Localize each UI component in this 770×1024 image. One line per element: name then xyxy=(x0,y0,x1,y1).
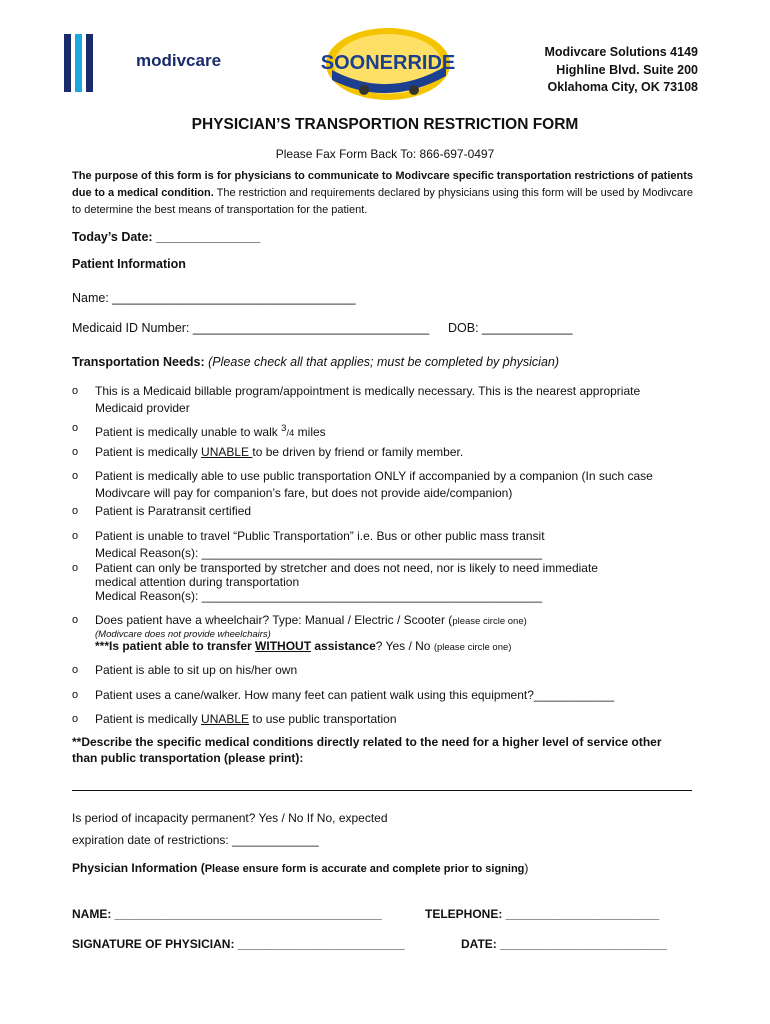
circle-one-note: please circle one) xyxy=(452,616,527,627)
purpose-paragraph xyxy=(72,168,702,219)
medical-reason-field[interactable]: Medical Reason(s): ___________________________________________________ xyxy=(95,546,543,560)
option-wheelchair[interactable] xyxy=(0,612,770,658)
physician-information-heading xyxy=(72,861,528,875)
option-text: Patient uses a cane/walker. How many feet can patient walk using this equipment?____________ xyxy=(95,688,614,702)
modivcare-logo xyxy=(62,32,232,94)
describe-conditions-prompt xyxy=(72,734,662,766)
option-text-line-1: Patient is unable to travel “Public Transportation” i.e. Bus or other public mass transit xyxy=(95,529,545,543)
fax-instruction: Please Fax Form Back To: 866-697-0497 xyxy=(275,147,495,161)
option-text xyxy=(95,444,463,461)
incapacity-line-1: Is period of incapacity permanent? Yes / No If No, expected xyxy=(72,811,388,825)
option-unable-to-walk[interactable] xyxy=(0,420,770,438)
medical-reason-field[interactable]: Medical Reason(s): ___________________________________________________ xyxy=(95,589,543,603)
modivcare-wordmark: modivcare xyxy=(136,51,222,70)
physician-heading-label: Physician Information ( xyxy=(72,861,205,875)
signature-date-field[interactable]: DATE: _________________________ xyxy=(461,937,667,951)
wheelchair-note-text: (Modivcare does not provide wheelchairs) xyxy=(95,629,271,640)
transportation-needs-note: (Please check all that applies; must be completed by physician) xyxy=(204,355,560,369)
option-unable-public-transport[interactable] xyxy=(0,528,770,564)
option-emphasis: UNABLE xyxy=(201,712,250,726)
option-paratransit-certified[interactable] xyxy=(0,503,770,521)
option-text xyxy=(95,711,397,728)
physician-heading-close: ) xyxy=(524,861,529,875)
description-line[interactable] xyxy=(72,790,692,791)
transportation-needs-heading xyxy=(72,355,559,369)
option-checkbox[interactable]: o xyxy=(72,689,79,701)
option-checkbox[interactable]: o xyxy=(72,505,79,517)
physician-name-field[interactable]: NAME: ________________________________________ xyxy=(72,907,382,921)
address-line-1: Modivcare Solutions 4149 xyxy=(544,45,698,59)
option-text-part: to be driven by friend or family member. xyxy=(252,445,464,459)
option-text-part: Patient is medically unable to walk xyxy=(95,425,282,439)
fraction-numerator: 3 xyxy=(281,423,287,434)
patient-information-heading: Patient Information xyxy=(72,257,186,271)
option-stretcher[interactable] xyxy=(0,560,770,608)
option-text-line-1: Patient can only be transported by stretcher and does not need, nor is likely to need immediate xyxy=(95,561,598,575)
company-address xyxy=(544,44,698,97)
option-medicaid-billable[interactable] xyxy=(0,383,770,419)
form-title: PHYSICIAN’S TRANSPORTION RESTRICTION FORM xyxy=(191,116,579,133)
option-text-part: assistance xyxy=(311,639,376,653)
soonerride-logo-text: SOONERRIDE xyxy=(320,52,456,74)
option-cane-walker[interactable] xyxy=(0,687,770,705)
option-checkbox[interactable]: o xyxy=(72,664,79,676)
purpose-bold-text: The purpose of this form is for physicians to communicate to Modivcare specific transportation restrictions of patients due to a medical condition. xyxy=(72,170,693,199)
telephone-field[interactable]: TELEPHONE: _______________________ xyxy=(425,907,660,921)
address-line-2: Highline Blvd. Suite 200 xyxy=(556,62,698,77)
option-text-line-2: Modivcare will pay for companion’s fare, but does not provide aide/companion) xyxy=(95,486,513,500)
option-emphasis: UNABLE xyxy=(201,445,253,459)
fraction-denominator: /4 xyxy=(286,428,295,439)
transfer-question xyxy=(95,638,511,656)
dob-field[interactable]: DOB: _____________ xyxy=(448,321,573,335)
option-text-line-1: This is a Medicaid billable program/appointment is medically necessary. This is the nearest appropriate xyxy=(95,384,641,398)
option-text: Patient is Paratransit certified xyxy=(95,504,252,518)
option-text-part: Patient is medically xyxy=(95,712,202,726)
todays-date-field[interactable]: Today’s Date: _______________ xyxy=(72,230,261,244)
option-checkbox[interactable]: o xyxy=(72,713,79,725)
describe-line-2: than public transportation (please print): xyxy=(72,751,304,765)
physician-heading-note: Please ensure form is accurate and complete prior to signing xyxy=(204,863,525,875)
incapacity-question[interactable] xyxy=(72,807,388,851)
patient-name-field[interactable]: Name: ___________________________________ xyxy=(72,291,356,305)
medicaid-id-field[interactable]: Medicaid ID Number: __________________________________ xyxy=(72,321,430,335)
soonerride-logo xyxy=(318,22,458,104)
option-text-part: Does patient have a wheelchair? Type: Manual / Electric / Scooter ( xyxy=(95,613,453,627)
option-checkbox[interactable]: o xyxy=(72,530,79,542)
circle-one-note: (please circle one) xyxy=(433,642,512,653)
option-text-part: ***Is patient able to transfer xyxy=(95,639,256,653)
transportation-needs-label: Transportation Needs: xyxy=(72,355,205,369)
option-checkbox[interactable]: o xyxy=(72,446,79,458)
option-unable-public-transportation[interactable] xyxy=(0,711,770,729)
option-public-with-companion[interactable] xyxy=(0,468,770,504)
describe-line-1: **Describe the specific medical conditions directly related to the need for a higher level of service other xyxy=(72,735,662,749)
option-emphasis: WITHOUT xyxy=(255,639,312,653)
option-checkbox[interactable]: o xyxy=(72,470,79,482)
option-checkbox[interactable]: o xyxy=(72,562,79,574)
expiration-date-field[interactable]: expiration date of restrictions: _____________ xyxy=(72,833,319,847)
option-text-part: Patient is medically xyxy=(95,445,202,459)
purpose-text: The restriction and requirements declared by physicians using this form will be used by Modivcare to determine the best means of transportation for the patient. xyxy=(72,187,693,216)
option-text-part: ? Yes / No xyxy=(375,639,434,653)
option-checkbox[interactable]: o xyxy=(72,385,79,397)
option-sit-up[interactable] xyxy=(0,662,770,680)
option-text xyxy=(95,420,326,442)
physician-signature-field[interactable]: SIGNATURE OF PHYSICIAN: _________________________ xyxy=(72,937,405,951)
option-text-line-1: Patient is medically able to use public transportation ONLY if accompanied by a companion (In such case xyxy=(95,469,653,483)
option-text-part: miles xyxy=(294,425,326,439)
option-text: Patient is able to sit up on his/her own xyxy=(95,663,298,677)
soonerride-logo-graphic xyxy=(318,22,458,104)
address-line-3: Oklahoma City, OK 73108 xyxy=(547,80,698,94)
option-checkbox[interactable]: o xyxy=(72,422,79,434)
option-unable-driven-by-friend[interactable] xyxy=(0,444,770,462)
option-text-line-2: medical attention during transportation xyxy=(95,575,300,589)
option-text-line-2: Medicaid provider xyxy=(95,401,190,415)
option-text-part: to use public transportation xyxy=(249,712,397,726)
option-checkbox[interactable]: o xyxy=(72,614,79,626)
